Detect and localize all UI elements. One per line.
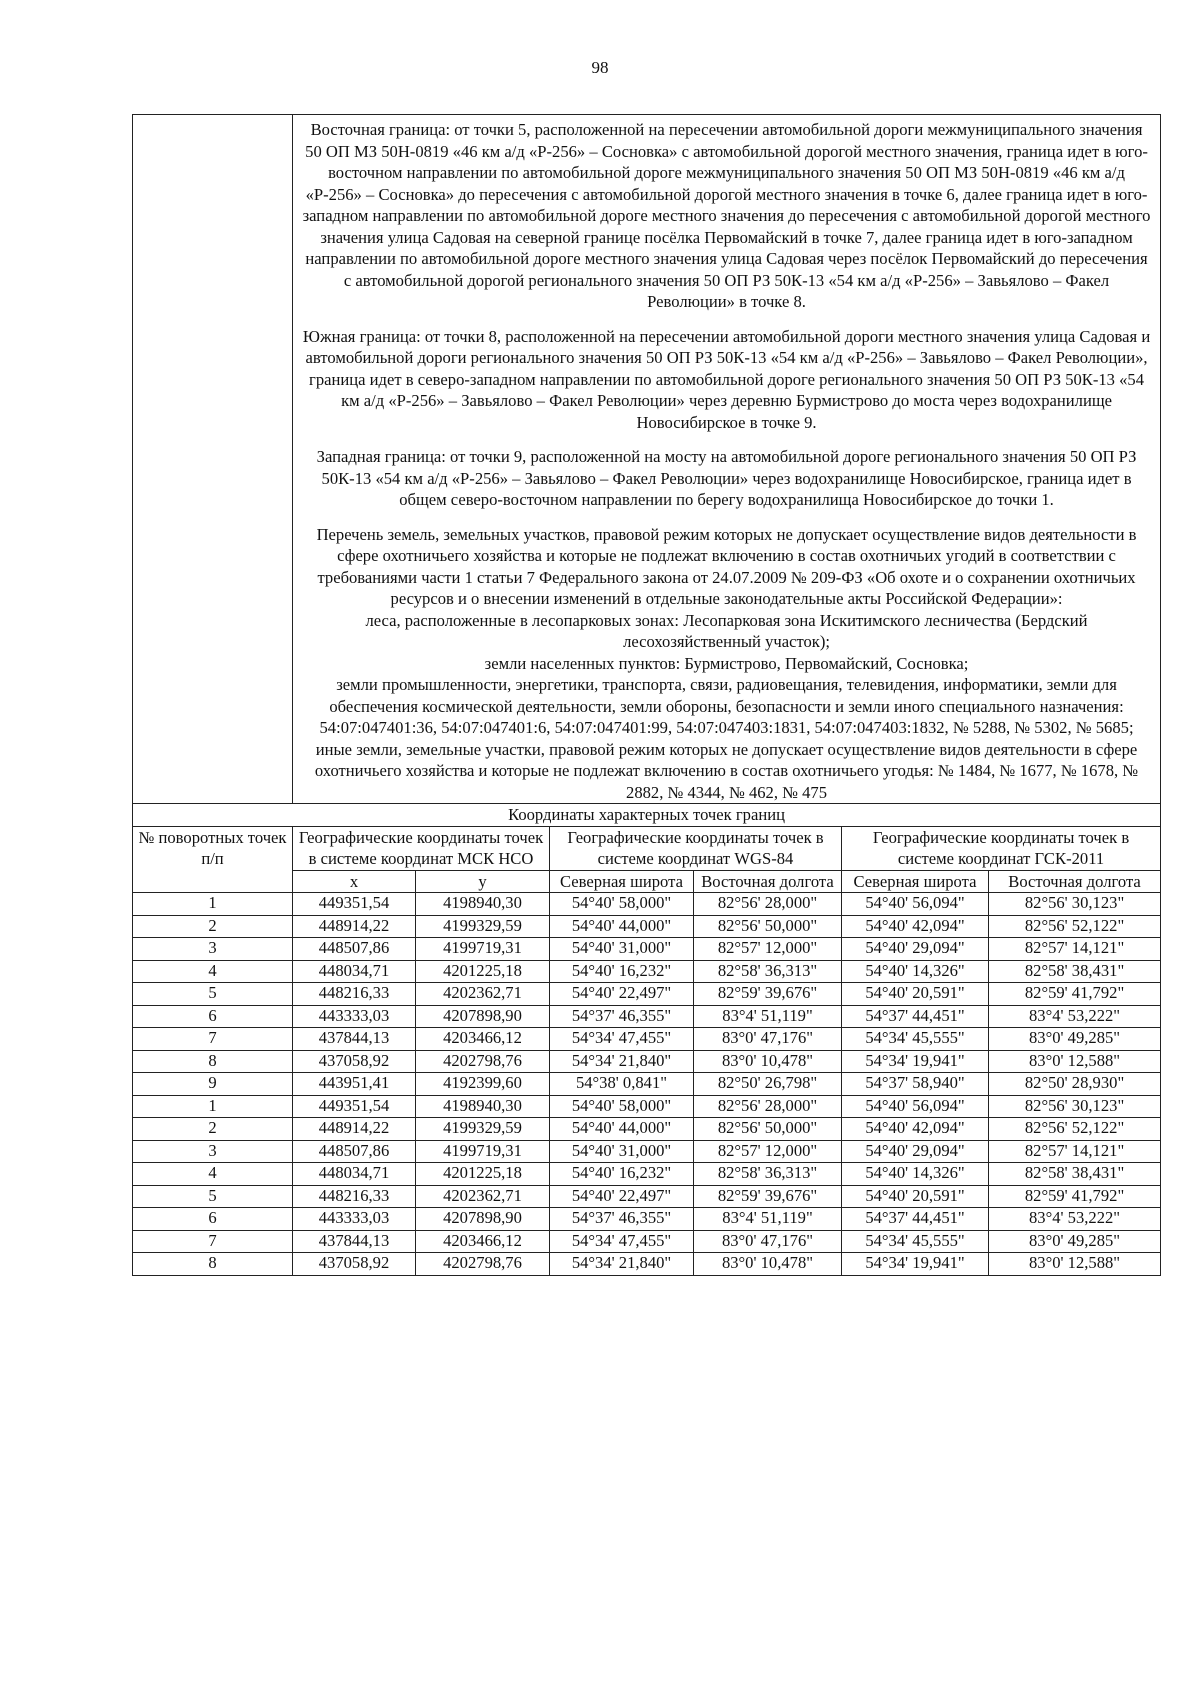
table-row <box>133 1118 1161 1141</box>
empty-left-cell <box>133 115 293 804</box>
col-gsk-header: Географические координаты точек в системе координат ГСК-2011 <box>842 826 1161 870</box>
text-row <box>133 115 1161 804</box>
wgs-east-cell: 83°0' 10,478" <box>694 1050 842 1073</box>
lands-forest-paragraph: леса, расположенные в лесопарковых зонах: Лесопарковая зона Искитимского лесничества (Бердский лесохозяйственный участок); <box>365 610 1088 651</box>
wgs-north-header: Северная широта <box>550 870 694 893</box>
wgs-east-cell: 82°56' 50,000" <box>694 1118 842 1141</box>
msk-x-cell: 448216,33 <box>293 983 416 1006</box>
wgs-north-cell: 54°40' 31,000" <box>550 938 694 961</box>
point-number-cell: 8 <box>133 1050 293 1073</box>
gsk-north-cell: 54°34' 19,941" <box>842 1253 989 1276</box>
msk-x-cell: 448914,22 <box>293 1118 416 1141</box>
wgs-east-cell: 82°57' 12,000" <box>694 938 842 961</box>
gsk-east-cell: 82°56' 52,122" <box>989 915 1161 938</box>
gsk-east-cell: 83°0' 49,285" <box>989 1028 1161 1051</box>
gsk-north-cell: 54°34' 45,555" <box>842 1230 989 1253</box>
wgs-east-cell: 83°4' 51,119" <box>694 1208 842 1231</box>
msk-y-cell: 4202362,71 <box>416 983 550 1006</box>
msk-y-cell: 4202362,71 <box>416 1185 550 1208</box>
sub-x-header: x <box>293 870 416 893</box>
wgs-east-cell: 83°0' 10,478" <box>694 1253 842 1276</box>
point-number-cell: 2 <box>133 915 293 938</box>
table-row <box>133 1005 1161 1028</box>
msk-y-cell: 4201225,18 <box>416 1163 550 1186</box>
wgs-east-cell: 82°59' 39,676" <box>694 1185 842 1208</box>
msk-x-cell: 448507,86 <box>293 938 416 961</box>
msk-y-cell: 4203466,12 <box>416 1028 550 1051</box>
col-point-header: № поворотных точек п/п <box>133 826 293 893</box>
wgs-east-cell: 82°57' 12,000" <box>694 1140 842 1163</box>
wgs-north-cell: 54°40' 22,497" <box>550 983 694 1006</box>
gsk-east-cell: 83°4' 53,222" <box>989 1005 1161 1028</box>
table-row <box>133 1140 1161 1163</box>
msk-x-cell: 443951,41 <box>293 1073 416 1096</box>
msk-x-cell: 437058,92 <box>293 1050 416 1073</box>
gsk-north-cell: 54°37' 44,451" <box>842 1005 989 1028</box>
point-number-cell: 8 <box>133 1253 293 1276</box>
msk-x-cell: 443333,03 <box>293 1005 416 1028</box>
gsk-north-cell: 54°40' 42,094" <box>842 1118 989 1141</box>
table-header-row <box>133 826 1161 870</box>
table-title-row <box>133 804 1161 827</box>
gsk-east-cell: 82°58' 38,431" <box>989 960 1161 983</box>
wgs-north-cell: 54°34' 47,455" <box>550 1230 694 1253</box>
msk-y-cell: 4203466,12 <box>416 1230 550 1253</box>
wgs-north-cell: 54°40' 58,000" <box>550 1095 694 1118</box>
wgs-east-cell: 82°56' 50,000" <box>694 915 842 938</box>
boundary-description-cell <box>293 115 1161 804</box>
point-number-cell: 7 <box>133 1028 293 1051</box>
wgs-north-cell: 54°38' 0,841" <box>550 1073 694 1096</box>
point-number-cell: 1 <box>133 1095 293 1118</box>
table-row <box>133 1185 1161 1208</box>
wgs-east-cell: 82°56' 28,000" <box>694 893 842 916</box>
table-row <box>133 983 1161 1006</box>
table-row <box>133 1073 1161 1096</box>
gsk-north-cell: 54°34' 45,555" <box>842 1028 989 1051</box>
point-number-cell: 5 <box>133 983 293 1006</box>
table-title: Координаты характерных точек границ <box>133 804 1161 827</box>
wgs-north-cell: 54°40' 16,232" <box>550 1163 694 1186</box>
wgs-east-cell: 82°59' 39,676" <box>694 983 842 1006</box>
msk-x-cell: 448034,71 <box>293 1163 416 1186</box>
col-msk-header: Географические координаты точек в системе координат МСК НСО <box>293 826 550 870</box>
msk-x-cell: 448914,22 <box>293 915 416 938</box>
point-number-cell: 3 <box>133 938 293 961</box>
point-number-cell: 1 <box>133 893 293 916</box>
gsk-east-cell: 82°56' 52,122" <box>989 1118 1161 1141</box>
wgs-east-cell: 83°4' 51,119" <box>694 1005 842 1028</box>
point-number-cell: 6 <box>133 1208 293 1231</box>
gsk-north-cell: 54°40' 14,326" <box>842 960 989 983</box>
wgs-north-cell: 54°40' 58,000" <box>550 893 694 916</box>
wgs-north-cell: 54°40' 44,000" <box>550 1118 694 1141</box>
lands-list-intro: Перечень земель, земельных участков, правовой режим которых не допускает осуществление видов деятельности в сфере охотничьего хозяйства и которые не подлежат включению в состав охотничьих угодий в соответствии с требованиями части 1 статьи 7 Федерального закона от 24.07.2009 № 209-ФЗ «Об охоте и о сохранении охотничьих ресурсов и о внесении изменений в отдельные законодательные акты Российской Федерации»: <box>316 524 1137 608</box>
point-number-cell: 4 <box>133 1163 293 1186</box>
wgs-north-cell: 54°40' 44,000" <box>550 915 694 938</box>
wgs-east-cell: 82°50' 26,798" <box>694 1073 842 1096</box>
point-number-cell: 9 <box>133 1073 293 1096</box>
gsk-east-cell: 82°56' 30,123" <box>989 1095 1161 1118</box>
south-boundary-paragraph: Южная граница: от точки 8, расположенной на пересечении автомобильной дороги местного значения улица Садовая и автомобильной дороги регионального значения 50 ОП РЗ 50К-13 «54 км а/д «Р-256» – Завьялово – Факел Революции», граница идет в северо-западном направлении по автомобильной дороге регионального значения 50 ОП РЗ 50К-13 «54 км а/д «Р-256» – Завьялово – Факел Революции» через деревню Бурмистрово до моста через водохранилище Новосибирское в точке 9. <box>302 326 1151 432</box>
east-boundary-paragraph: Восточная граница: от точки 5, расположенной на пересечении автомобильной дороги межмуниципального значения 50 ОП МЗ 50Н-0819 «46 км а/д «Р-256» – Сосновка» с автомобильной дорогой местного значения, граница идет в юго-восточном направлении по автомобильной дороге межмуниципального значения 50 ОП МЗ 50Н-0819 «46 км а/д «Р-256» – Сосновка» до пересечения с автомобильной дорогой местного значения в точке 6, далее граница идет в юго-западном направлении по автомобильной дороге местного значения до пересечения с автомобильной дорогой местного значения улица Садовая на северной границе посёлка Первомайский в точке 7, далее граница идет в юго-западном направлении по автомобильной дороге местного значения улица Садовая через посёлок Первомайский до пересечения с автомобильной дорогой регионального значения 50 ОП РЗ 50К-13 «54 км а/д «Р-256» – Завьялово – Факел Революции» в точке 8. <box>302 120 1151 311</box>
table-row <box>133 1208 1161 1231</box>
gsk-north-cell: 54°40' 56,094" <box>842 893 989 916</box>
msk-x-cell: 449351,54 <box>293 893 416 916</box>
wgs-north-cell: 54°34' 47,455" <box>550 1028 694 1051</box>
gsk-north-cell: 54°37' 58,940" <box>842 1073 989 1096</box>
table-row <box>133 938 1161 961</box>
table-row <box>133 1095 1161 1118</box>
gsk-north-header: Северная широта <box>842 870 989 893</box>
wgs-north-cell: 54°34' 21,840" <box>550 1253 694 1276</box>
msk-x-cell: 448216,33 <box>293 1185 416 1208</box>
wgs-north-cell: 54°37' 46,355" <box>550 1208 694 1231</box>
point-number-cell: 7 <box>133 1230 293 1253</box>
page-number: 98 <box>591 58 609 77</box>
msk-y-cell: 4199329,59 <box>416 1118 550 1141</box>
gsk-north-cell: 54°34' 19,941" <box>842 1050 989 1073</box>
point-number-cell: 2 <box>133 1118 293 1141</box>
point-number-cell: 5 <box>133 1185 293 1208</box>
msk-x-cell: 437058,92 <box>293 1253 416 1276</box>
wgs-east-cell: 82°58' 36,313" <box>694 960 842 983</box>
wgs-east-cell: 83°0' 47,176" <box>694 1230 842 1253</box>
point-number-cell: 4 <box>133 960 293 983</box>
msk-x-cell: 448507,86 <box>293 1140 416 1163</box>
msk-y-cell: 4192399,60 <box>416 1073 550 1096</box>
gsk-east-header: Восточная долгота <box>989 870 1161 893</box>
table-row <box>133 915 1161 938</box>
msk-x-cell: 443333,03 <box>293 1208 416 1231</box>
gsk-east-cell: 83°0' 12,588" <box>989 1253 1161 1276</box>
gsk-north-cell: 54°40' 29,094" <box>842 938 989 961</box>
wgs-east-cell: 82°58' 36,313" <box>694 1163 842 1186</box>
gsk-east-cell: 82°59' 41,792" <box>989 983 1161 1006</box>
wgs-east-cell: 82°56' 28,000" <box>694 1095 842 1118</box>
west-boundary-paragraph: Западная граница: от точки 9, расположенной на мосту на автомобильной дороге регионального значения 50 ОП РЗ 50К-13 «54 км а/д «Р-256» – Завьялово – Факел Революции» через водохранилище Новосибирское, граница идет в общем северо-восточном направлении по берегу водохранилища Новосибирское до точки 1. <box>316 447 1137 509</box>
gsk-east-cell: 82°56' 30,123" <box>989 893 1161 916</box>
wgs-north-cell: 54°40' 22,497" <box>550 1185 694 1208</box>
table-row <box>133 1253 1161 1276</box>
gsk-east-cell: 83°0' 49,285" <box>989 1230 1161 1253</box>
msk-x-cell: 448034,71 <box>293 960 416 983</box>
gsk-north-cell: 54°40' 20,591" <box>842 983 989 1006</box>
wgs-north-cell: 54°34' 21,840" <box>550 1050 694 1073</box>
msk-y-cell: 4207898,90 <box>416 1208 550 1231</box>
wgs-north-cell: 54°40' 31,000" <box>550 1140 694 1163</box>
msk-y-cell: 4199719,31 <box>416 938 550 961</box>
gsk-north-cell: 54°40' 20,591" <box>842 1185 989 1208</box>
table-row <box>133 893 1161 916</box>
table-row <box>133 1230 1161 1253</box>
gsk-east-cell: 82°57' 14,121" <box>989 1140 1161 1163</box>
sub-y-header: y <box>416 870 550 893</box>
wgs-north-cell: 54°40' 16,232" <box>550 960 694 983</box>
msk-x-cell: 437844,13 <box>293 1028 416 1051</box>
gsk-north-cell: 54°40' 56,094" <box>842 1095 989 1118</box>
lands-settlements-paragraph: земли населенных пунктов: Бурмистрово, Первомайский, Сосновка; <box>484 653 969 673</box>
point-number-cell: 3 <box>133 1140 293 1163</box>
msk-y-cell: 4199329,59 <box>416 915 550 938</box>
wgs-east-header: Восточная долгота <box>694 870 842 893</box>
msk-y-cell: 4202798,76 <box>416 1050 550 1073</box>
gsk-east-cell: 82°57' 14,121" <box>989 938 1161 961</box>
gsk-north-cell: 54°40' 14,326" <box>842 1163 989 1186</box>
msk-y-cell: 4198940,30 <box>416 893 550 916</box>
msk-y-cell: 4201225,18 <box>416 960 550 983</box>
col-wgs-header: Географические координаты точек в системе координат WGS-84 <box>550 826 842 870</box>
wgs-north-cell: 54°37' 46,355" <box>550 1005 694 1028</box>
msk-y-cell: 4207898,90 <box>416 1005 550 1028</box>
gsk-east-cell: 82°59' 41,792" <box>989 1185 1161 1208</box>
msk-y-cell: 4198940,30 <box>416 1095 550 1118</box>
gsk-east-cell: 82°50' 28,930" <box>989 1073 1161 1096</box>
msk-x-cell: 449351,54 <box>293 1095 416 1118</box>
msk-x-cell: 437844,13 <box>293 1230 416 1253</box>
gsk-north-cell: 54°40' 29,094" <box>842 1140 989 1163</box>
table-row <box>133 1028 1161 1051</box>
gsk-east-cell: 82°58' 38,431" <box>989 1163 1161 1186</box>
wgs-east-cell: 83°0' 47,176" <box>694 1028 842 1051</box>
gsk-east-cell: 83°0' 12,588" <box>989 1050 1161 1073</box>
document-table <box>132 114 1161 1276</box>
table-row <box>133 1163 1161 1186</box>
msk-y-cell: 4202798,76 <box>416 1253 550 1276</box>
lands-industry-paragraph: земли промышленности, энергетики, транспорта, связи, радиовещания, телевидения, информатики, земли для обеспечения космической деятельности, земли обороны, безопасности и земли иного специального назначения: 54:07:047401:36, 54:07:047401:6, 54:07:047401:99, 54:07:047403:1831, 54:07:047403:1832, № 5288, № 5302, № 5685; <box>319 675 1134 737</box>
msk-y-cell: 4199719,31 <box>416 1140 550 1163</box>
gsk-east-cell: 83°4' 53,222" <box>989 1208 1161 1231</box>
gsk-north-cell: 54°37' 44,451" <box>842 1208 989 1231</box>
table-row <box>133 1050 1161 1073</box>
point-number-cell: 6 <box>133 1005 293 1028</box>
table-row <box>133 960 1161 983</box>
coordinate-rows <box>133 893 1161 1276</box>
gsk-north-cell: 54°40' 42,094" <box>842 915 989 938</box>
lands-other-paragraph: иные земли, земельные участки, правовой режим которых не допускает осуществление видов деятельности в сфере охотничьего хозяйства и которые не подлежат включению в состав охотничьего угодья: № 1484, № 1677, № 1678, № 2882, № 4344, № 462, № 475 <box>314 739 1139 802</box>
